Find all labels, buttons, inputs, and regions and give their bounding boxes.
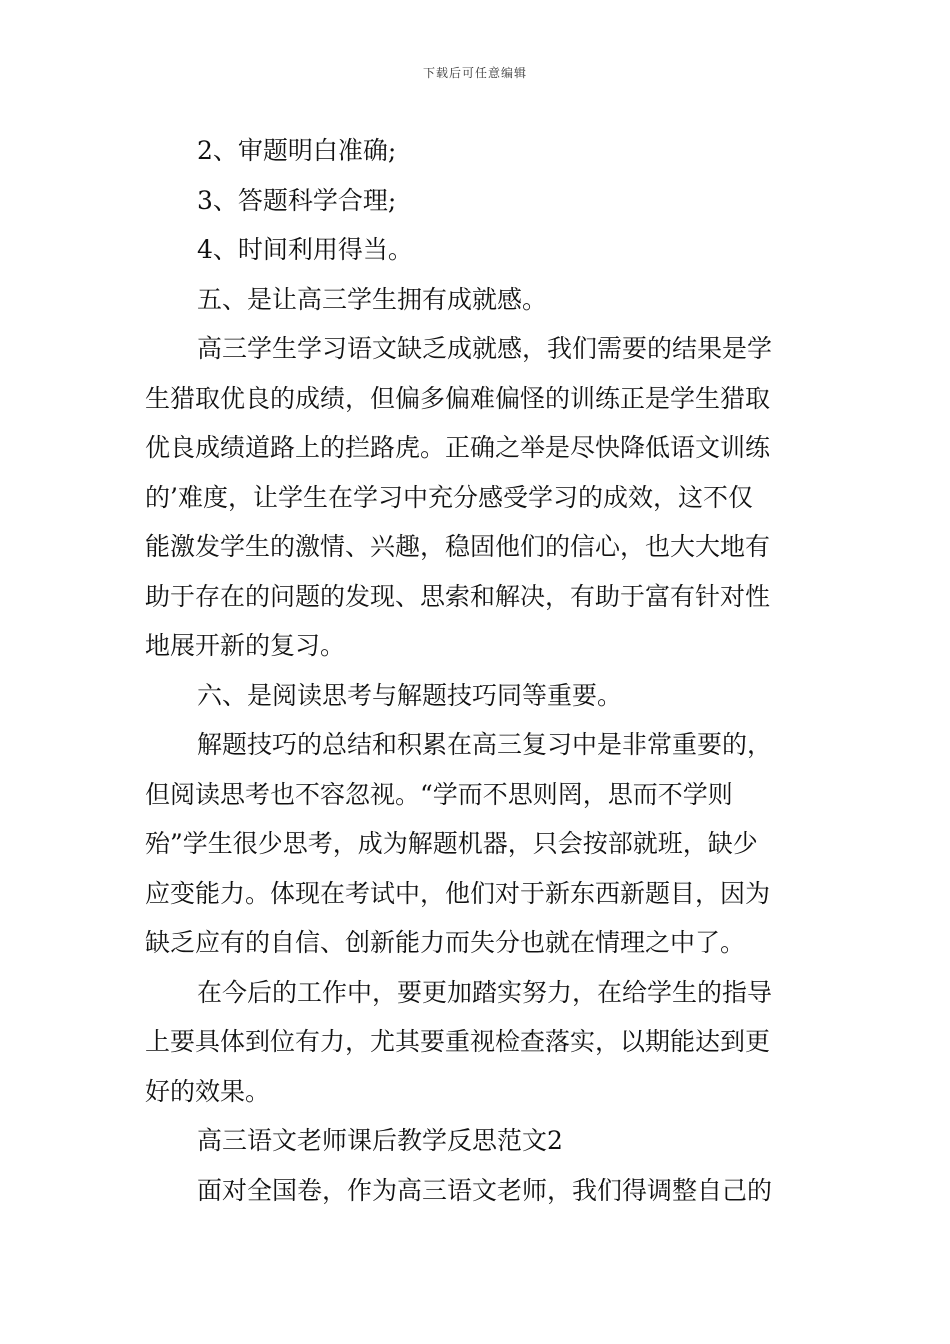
article-title: 高三语文老师课后教学反思范文2 [197, 1126, 563, 1155]
page-header: 下载后可任意编辑 [422, 66, 527, 80]
text-line: 好的效果。 [145, 1076, 271, 1106]
text-line: 面对全国卷，作为高三语文老师，我们得调整自己的 [197, 1175, 773, 1205]
text-line: 应变能力。体现在考试中，他们对于新东西新题目，因为 [145, 878, 771, 908]
text-line: 上要具体到位有力，尤其要重视检查落实，以期能达到更 [145, 1027, 771, 1056]
text-line: 助于存在的问题的发现、思索和解决，有助于富有针对性 [145, 581, 771, 611]
text-line: 殆”学生很少思考，成为解题机器，只会按部就班，缺少 [145, 829, 758, 858]
section-heading: 五、是让高三学生拥有成就感。 [197, 284, 548, 314]
text-line: 优良成绩道路上的拦路虎。正确之举是尽快降低语文训练 [145, 433, 771, 462]
text-line: 的’难度，让学生在学习中充分感受学习的成效，这不仅 [145, 482, 753, 512]
text-line: 生猎取优良的成绩，但偏多偏难偏怪的训练正是学生猎取 [145, 383, 771, 413]
text-line: 解题技巧的总结和积累在高三复习中是非常重要的， [197, 730, 773, 759]
section-heading: 六、是阅读思考与解题技巧同等重要。 [197, 680, 623, 710]
text-line: 缺乏应有的自信、创新能力而失分也就在情理之中了。 [145, 928, 746, 957]
text-line: 在今后的工作中，要更加踏实努力，在给学生的指导 [197, 977, 773, 1007]
document-body [145, 126, 810, 1215]
text-line: 4、时间利用得当。 [197, 235, 413, 264]
text-line: 3、答题科学合理; [197, 185, 397, 215]
text-line: 高三学生学习语文缺乏成就感，我们需要的结果是学 [197, 334, 773, 363]
text-line: 但阅读思考也不容忽视。“学而不思则罔，思而不学则 [145, 779, 733, 809]
text-line: 地展开新的复习。 [145, 631, 346, 660]
text-line: 能激发学生的激情、兴趣，稳固他们的信心，也大大地有 [145, 532, 771, 561]
text-line: 2、审题明白准确; [197, 136, 397, 165]
